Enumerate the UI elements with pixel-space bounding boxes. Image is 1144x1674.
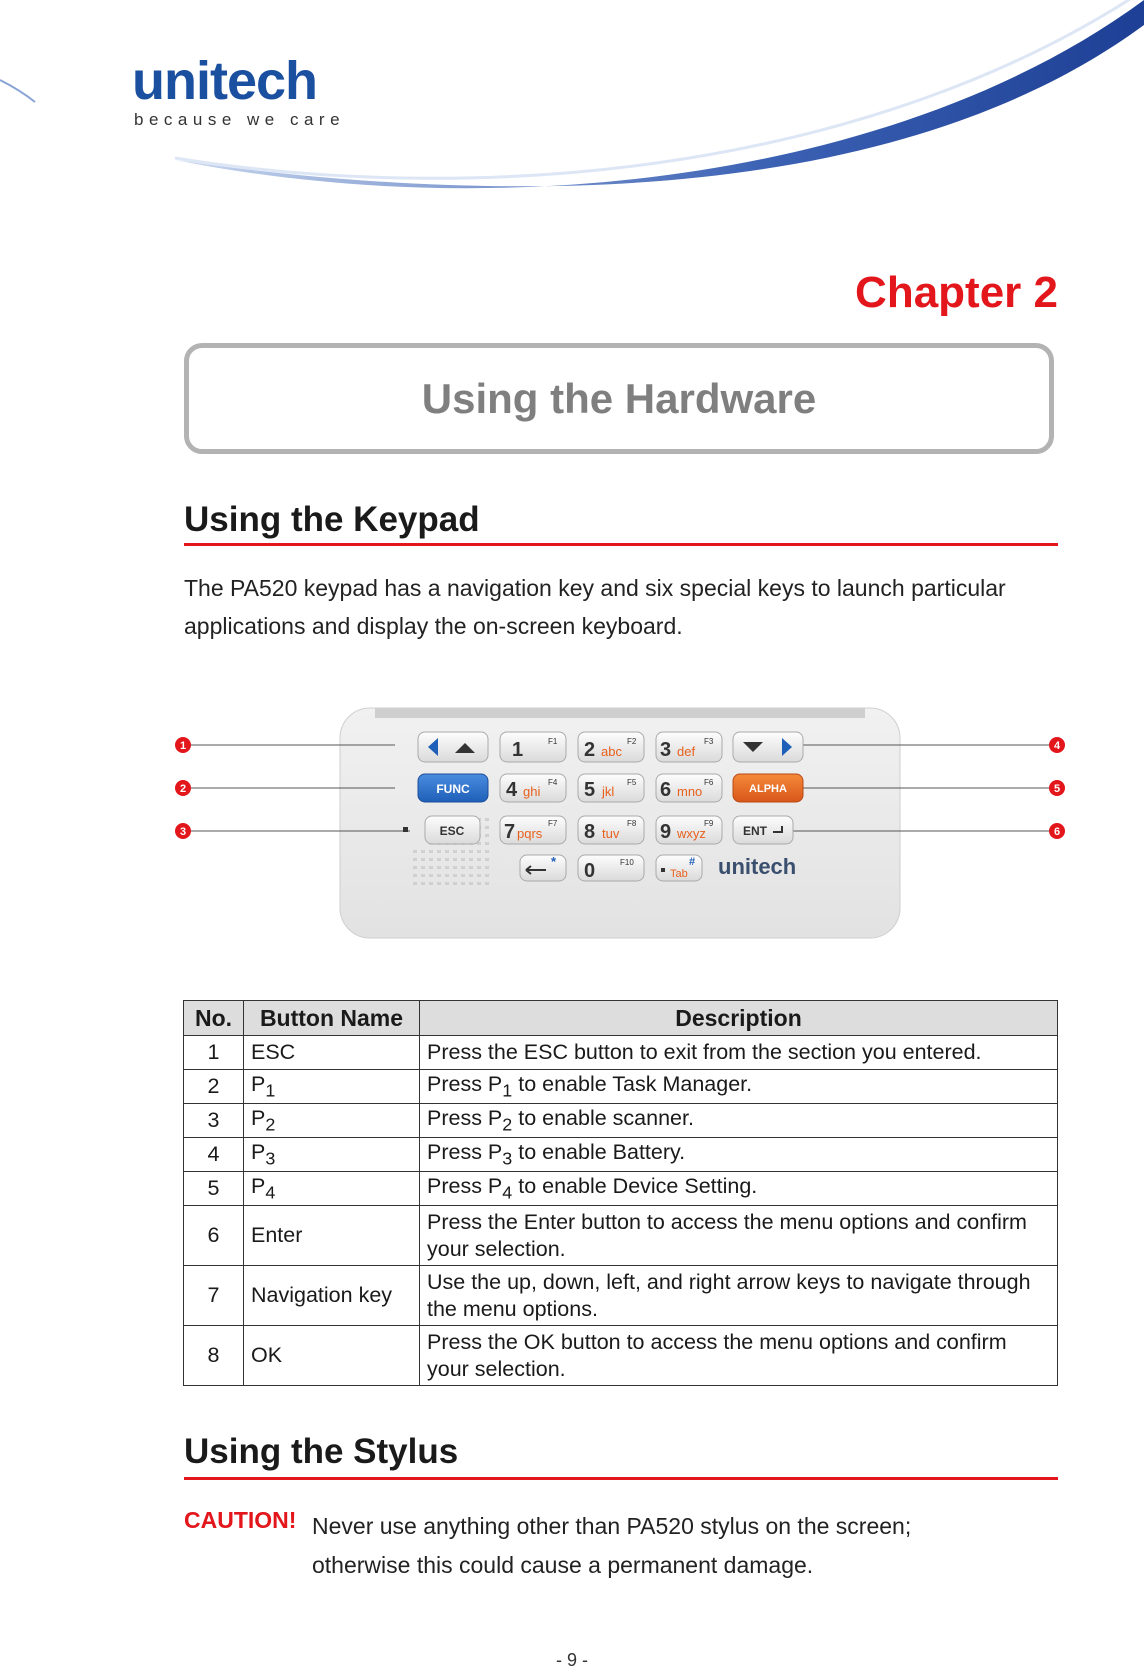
speaker-hole — [421, 882, 425, 885]
svg-text:3: 3 — [179, 826, 187, 838]
key-6[interactable] — [656, 774, 722, 802]
callout-3 — [175, 823, 191, 839]
speaker-hole — [445, 850, 449, 853]
table-row — [184, 1326, 1058, 1386]
page-number: - 9 - — [555, 1650, 588, 1670]
header-description: Description — [420, 1001, 1058, 1036]
speaker-hole — [477, 866, 481, 869]
svg-text:F6: F6 — [704, 778, 714, 787]
stylus-heading: Using the Stylus — [184, 1432, 459, 1471]
cell-desc: Press the OK button to access the menu options and confirm your selection. — [420, 1326, 1058, 1386]
table-row — [184, 1206, 1058, 1266]
speaker-hole — [413, 858, 417, 861]
svg-text:4: 4 — [506, 779, 518, 801]
svg-text:5: 5 — [1053, 783, 1061, 795]
speaker-hole — [437, 866, 441, 869]
key-nav-down-right[interactable] — [733, 732, 803, 762]
speaker-hole — [453, 882, 457, 885]
svg-text:tuv: tuv — [602, 826, 620, 841]
speaker-hole — [437, 850, 441, 853]
speaker-hole — [461, 866, 465, 869]
table-header — [184, 1001, 1058, 1036]
key-backspace-star[interactable] — [520, 854, 566, 881]
header-no: No. — [184, 1001, 244, 1036]
unitech-logo: unitech — [132, 51, 318, 111]
cell-no: 3 — [184, 1104, 244, 1138]
cell-no: 2 — [184, 1070, 244, 1104]
cell-name: Navigation key — [244, 1266, 420, 1326]
table-row — [184, 1036, 1058, 1070]
cell-name: ESC — [244, 1036, 420, 1070]
speaker-hole — [485, 874, 489, 877]
speaker-hole — [485, 850, 489, 853]
header-button-name: Button Name — [244, 1001, 420, 1036]
svg-text:2: 2 — [179, 783, 187, 795]
key-tab-hash[interactable] — [656, 855, 702, 881]
speaker-hole — [421, 866, 425, 869]
speaker-hole — [485, 882, 489, 885]
speaker-hole — [429, 866, 433, 869]
cell-desc: Press the ESC button to exit from the section you entered. — [420, 1036, 1058, 1070]
speaker-hole — [469, 866, 473, 869]
svg-text:1: 1 — [179, 740, 187, 752]
keypad-heading: Using the Keypad — [184, 500, 480, 539]
speaker-hole — [445, 858, 449, 861]
chapter-label: Chapter 2 — [855, 268, 1058, 317]
chapter-title-box — [184, 343, 1054, 454]
cell-desc: Press $P_1$ to enable Task Manager. — [420, 1070, 1058, 1104]
svg-text:pqrs: pqrs — [517, 826, 543, 841]
cell-no: 5 — [184, 1172, 244, 1206]
key-ent[interactable] — [733, 816, 793, 844]
svg-text:ghi: ghi — [523, 784, 541, 799]
speaker-hole — [445, 874, 449, 877]
table-row — [184, 1266, 1058, 1326]
speaker-hole — [477, 858, 481, 861]
svg-text:2: 2 — [584, 739, 596, 761]
speaker-hole — [477, 850, 481, 853]
caution-text: Never use anything other than PA520 stylus on the screen; otherwise this could cause a permanent damage. — [312, 1513, 912, 1578]
table-row — [184, 1104, 1058, 1138]
speaker-hole — [453, 850, 457, 853]
key-esc[interactable] — [425, 816, 480, 844]
svg-text:5: 5 — [584, 779, 596, 801]
speaker-hole — [469, 874, 473, 877]
keypad-figure — [170, 700, 1070, 950]
svg-text:0: 0 — [584, 860, 596, 882]
svg-text:FUNC: FUNC — [436, 782, 470, 796]
svg-text:4: 4 — [1053, 740, 1061, 752]
svg-text:F8: F8 — [627, 819, 637, 828]
svg-text:def: def — [677, 744, 696, 759]
svg-text:wxyz: wxyz — [677, 826, 706, 841]
svg-text:F5: F5 — [627, 778, 637, 787]
speaker-hole — [429, 874, 433, 877]
speaker-hole — [469, 850, 473, 853]
speaker-hole — [461, 882, 465, 885]
speaker-dot — [403, 827, 408, 832]
cell-desc: Use the up, down, left, and right arrow keys to navigate through the menu options. — [420, 1266, 1058, 1326]
svg-text:Tab: Tab — [670, 868, 688, 880]
svg-text:F2: F2 — [627, 737, 637, 746]
speaker-hole — [469, 882, 473, 885]
logo-tagline: because we care — [134, 110, 346, 129]
speaker-hole — [453, 858, 457, 861]
cell-name: $P_3$ — [244, 1138, 420, 1172]
speaker-hole — [485, 858, 489, 861]
callout-4 — [1049, 737, 1065, 753]
speaker-hole — [461, 858, 465, 861]
cell-desc: Press $P_4$ to enable Device Setting. — [420, 1172, 1058, 1206]
speaker-hole — [461, 850, 465, 853]
speaker-hole — [477, 882, 481, 885]
callout-2 — [175, 780, 191, 796]
callout-5 — [1049, 780, 1065, 796]
screen-edge — [375, 708, 865, 718]
speaker-hole — [485, 826, 489, 829]
svg-text:F4: F4 — [548, 778, 558, 787]
table-row — [184, 1138, 1058, 1172]
svg-text:ESC: ESC — [439, 824, 465, 838]
heading-rule — [184, 1477, 1058, 1480]
key-3[interactable] — [656, 732, 722, 762]
svg-text:7: 7 — [504, 821, 516, 843]
cell-no: 1 — [184, 1036, 244, 1070]
key-5[interactable] — [578, 774, 644, 802]
speaker-hole — [421, 874, 425, 877]
table-row — [184, 1070, 1058, 1104]
speaker-hole — [485, 818, 489, 821]
speaker-hole — [421, 858, 425, 861]
speaker-hole — [453, 866, 457, 869]
device-brand: unitech — [718, 854, 797, 879]
key-9[interactable] — [656, 816, 722, 844]
caution-label: CAUTION! — [184, 1507, 297, 1533]
cell-no: 8 — [184, 1326, 244, 1386]
svg-text:F10: F10 — [620, 858, 634, 867]
svg-text:6: 6 — [660, 779, 672, 801]
svg-text:ALPHA: ALPHA — [749, 783, 787, 795]
callout-1 — [175, 737, 191, 753]
svg-text:9: 9 — [660, 821, 672, 843]
svg-text:abc: abc — [601, 744, 622, 759]
button-table — [183, 1000, 1058, 1386]
speaker-hole — [485, 834, 489, 837]
cell-name: Enter — [244, 1206, 420, 1266]
svg-text:*: * — [551, 854, 557, 869]
cell-name: OK — [244, 1326, 420, 1386]
svg-text:3: 3 — [660, 739, 672, 761]
svg-text:F1: F1 — [548, 737, 558, 746]
callout-6 — [1049, 823, 1065, 839]
key-0[interactable] — [578, 855, 644, 882]
heading-rule — [184, 543, 1058, 546]
speaker-hole — [413, 882, 417, 885]
key-alpha[interactable] — [733, 774, 803, 802]
speaker-hole — [461, 874, 465, 877]
speaker-hole — [429, 882, 433, 885]
cell-no: 4 — [184, 1138, 244, 1172]
cell-desc: Press the Enter button to access the menu options and confirm your selection. — [420, 1206, 1058, 1266]
speaker-hole — [437, 874, 441, 877]
table-row — [184, 1172, 1058, 1206]
speaker-hole — [413, 850, 417, 853]
key-nav-left-up[interactable] — [418, 732, 488, 762]
cell-name: $P_4$ — [244, 1172, 420, 1206]
cell-no: 6 — [184, 1206, 244, 1266]
svg-text:ENT: ENT — [743, 824, 767, 838]
svg-text:F7: F7 — [548, 819, 558, 828]
speaker-hole — [437, 882, 441, 885]
speaker-hole — [445, 882, 449, 885]
svg-text:8: 8 — [584, 821, 596, 843]
svg-text:F9: F9 — [704, 819, 714, 828]
svg-text:F3: F3 — [704, 737, 714, 746]
speaker-hole — [429, 850, 433, 853]
cell-name: $P_2$ — [244, 1104, 420, 1138]
svg-text:1: 1 — [512, 739, 524, 761]
speaker-hole — [445, 866, 449, 869]
svg-text:jkl: jkl — [602, 784, 615, 799]
speaker-hole — [429, 858, 433, 861]
speaker-hole — [453, 874, 457, 877]
speaker-hole — [413, 874, 417, 877]
speaker-hole — [477, 874, 481, 877]
cell-name: $P_1$ — [244, 1070, 420, 1104]
chapter-title: Using the Hardware — [421, 374, 817, 422]
key-8[interactable] — [578, 816, 644, 844]
key-1[interactable] — [500, 732, 566, 762]
cell-desc: Press $P_2$ to enable scanner. — [420, 1104, 1058, 1138]
keypad-paragraph: The PA520 keypad has a navigation key and six special keys to launch particular applications and display the on-screen keyboard. — [184, 575, 1006, 639]
key-2[interactable] — [578, 732, 644, 762]
key-4[interactable] — [500, 774, 566, 802]
cell-no: 7 — [184, 1266, 244, 1326]
svg-text:6: 6 — [1053, 826, 1061, 838]
key-7[interactable] — [500, 816, 566, 844]
speaker-hole — [485, 866, 489, 869]
cell-desc: Press $P_3$ to enable Battery. — [420, 1138, 1058, 1172]
svg-text:#: # — [689, 856, 696, 868]
svg-text:mno: mno — [677, 784, 703, 799]
speaker-hole — [485, 842, 489, 845]
speaker-hole — [413, 866, 417, 869]
speaker-hole — [437, 858, 441, 861]
speaker-hole — [469, 858, 473, 861]
key-func[interactable] — [418, 774, 488, 802]
speaker-hole — [421, 850, 425, 853]
